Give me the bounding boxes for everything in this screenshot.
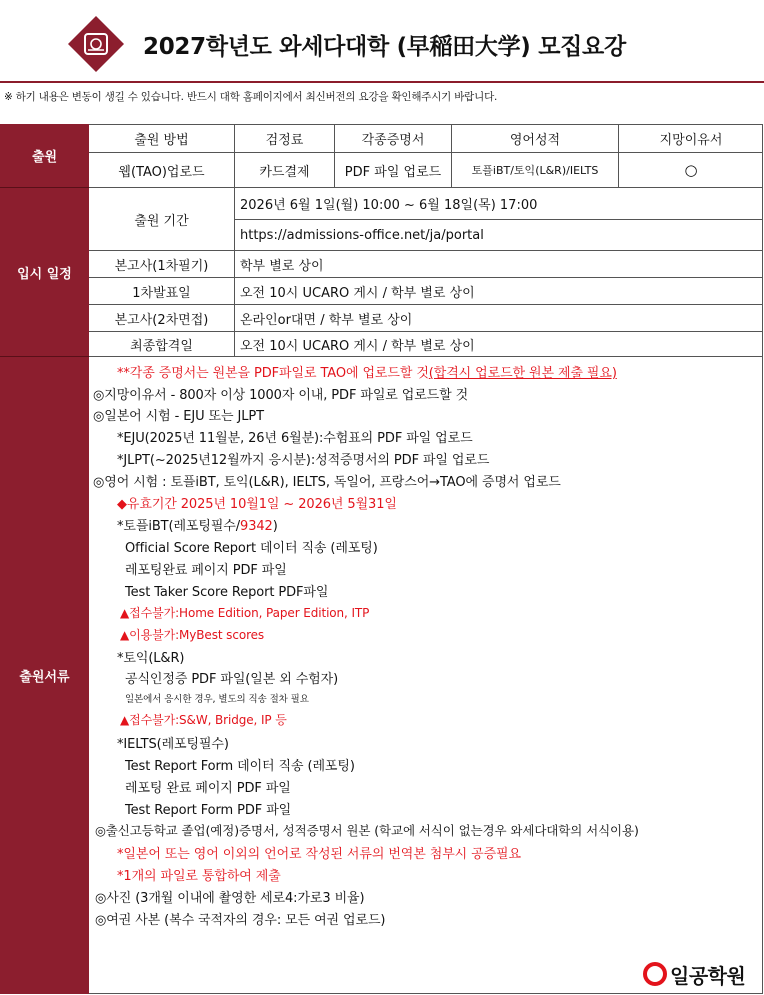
doc-line-20: 레포팅 완료 페이지 PDF 파일 xyxy=(125,781,291,796)
doc-line-25: ◎사진 (3개월 이내에 촬영한 세로4:가로3 비율) xyxy=(95,891,365,906)
schedule-value-period: 2026년 6월 1일(월) 10:00 ~ 6월 18일(목) 17:00 xyxy=(235,188,763,220)
doc-line-9: Official Score Report 데이터 직송 (레포팅) xyxy=(125,541,378,556)
brand-logo xyxy=(643,958,745,990)
header-divider xyxy=(0,81,764,83)
doc-line-10: 레포팅완료 페이지 PDF 파일 xyxy=(125,563,287,578)
notice-text: ※ 하기 내용은 변동이 생길 수 있습니다. 반드시 대학 홈페이지에서 최신버전의 요강을 확인해주시기 바랍니다. xyxy=(4,91,498,103)
schedule-label-period: 출원 기간 xyxy=(89,188,235,251)
doc-line-13: ▲이용불가:MyBest scores xyxy=(120,628,265,642)
side-label-application: 출원 xyxy=(0,124,89,188)
doc-line-8: *토플iBT(레포팅필수/9342) xyxy=(117,519,278,534)
doc-line-21: Test Report Form PDF 파일 xyxy=(125,803,292,818)
schedule-label-result1: 1차발표일 xyxy=(89,278,235,305)
documents-list xyxy=(89,357,762,993)
value-english: 토플iBT/토익(L&R)/IELTS xyxy=(452,153,619,188)
schedule-value-result1: 오전 10시 UCARO 게시 / 학부 별로 상이 xyxy=(235,278,763,305)
doc-line-16: 일본에서 응시한 경우, 별도의 직송 절차 필요 xyxy=(125,694,309,705)
doc-line-14: *토익(L&R) xyxy=(117,651,185,666)
doc-line-3: ◎일본어 시험 - EJU 또는 JLPT xyxy=(93,409,264,424)
value-statement: ○ xyxy=(619,153,763,188)
brand-ring-icon xyxy=(643,962,667,986)
doc-line-1: **각종 증명서는 원본을 PDF파일로 TAO에 업로드할 것(합격시 업로드한 원본 제출 필요) xyxy=(117,366,617,381)
doc-line-4: *EJU(2025년 11월분, 26년 6월분):수험표의 PDF 파일 업로드 xyxy=(117,431,473,446)
doc-line-5: *JLPT(~2025년12월까지 응시분):성적증명서의 PDF 파일 업로드 xyxy=(117,453,490,468)
doc-line-15: 공식인정증 PDF 파일(일본 외 수험자) xyxy=(125,672,339,687)
doc-line-26: ◎여권 사본 (복수 국적자의 경우: 모든 여권 업로드) xyxy=(95,913,386,928)
university-emblem-icon xyxy=(68,16,124,72)
side-label-documents: 출원서류 xyxy=(0,357,89,994)
doc-line-17: ▲접수불가:S&W, Bridge, IP 등 xyxy=(120,713,287,727)
value-certificates: PDF 파일 업로드 xyxy=(335,153,452,188)
schedule-label-final: 최종합격일 xyxy=(89,332,235,357)
schedule-value-exam1: 학부 별로 상이 xyxy=(235,251,763,278)
brand-name: 일공학원 xyxy=(670,963,746,988)
doc-line-23: *일본어 또는 영어 이외의 언어로 작성된 서류의 번역본 첨부시 공증필요 xyxy=(117,847,521,862)
value-fee: 카드결제 xyxy=(235,153,335,188)
doc-line-2: ◎지망이유서 - 800자 이상 1000자 이내, PDF 파일로 업로드할 것 xyxy=(93,388,469,403)
page-header xyxy=(0,0,764,103)
doc-line-7: ◆유효기간 2025년 10월1일 ~ 2026년 5월31일 xyxy=(117,497,397,512)
schedule-label-exam1: 본고사(1차필기) xyxy=(89,251,235,278)
doc-line-11: Test Taker Score Report PDF파일 xyxy=(125,585,329,600)
value-method: 웹(TAO)업로드 xyxy=(89,153,235,188)
header-fee: 검정료 xyxy=(235,124,335,153)
doc-line-6: ◎영어 시험 : 토플iBT, 토익(L&R), IELTS, 독일어, 프랑스어→TAO에 증명서 업로드 xyxy=(93,475,561,490)
portal-link[interactable]: https://admissions-office.net/ja/portal xyxy=(235,220,763,251)
header-english: 영어성적 xyxy=(452,124,619,153)
doc-line-12: ▲접수불가:Home Edition, Paper Edition, ITP xyxy=(120,606,370,620)
doc-line-22: ◎출신고등학교 졸업(예정)증명서, 성적증명서 원본 (학교에 서식이 없는경우 와세다대학의 서식이용) xyxy=(95,823,639,838)
schedule-value-exam2: 온라인or대면 / 학부 별로 상이 xyxy=(235,305,763,332)
page-title: 2027학년도 와세다대학 (早稲田大学) 모집요강 xyxy=(143,34,626,60)
doc-line-24: *1개의 파일로 통합하여 제출 xyxy=(117,869,281,884)
schedule-value-final: 오전 10시 UCARO 게시 / 학부 별로 상이 xyxy=(235,332,763,357)
header-method: 출원 방법 xyxy=(89,124,235,153)
header-statement: 지망이유서 xyxy=(619,124,763,153)
doc-line-18: *IELTS(레포팅필수) xyxy=(117,737,229,752)
schedule-label-exam2: 본고사(2차면접) xyxy=(89,305,235,332)
side-label-schedule: 입시 일정 xyxy=(0,188,89,357)
header-certificates: 각종증명서 xyxy=(335,124,452,153)
doc-line-19: Test Report Form 데이터 직송 (레포팅) xyxy=(125,759,355,774)
